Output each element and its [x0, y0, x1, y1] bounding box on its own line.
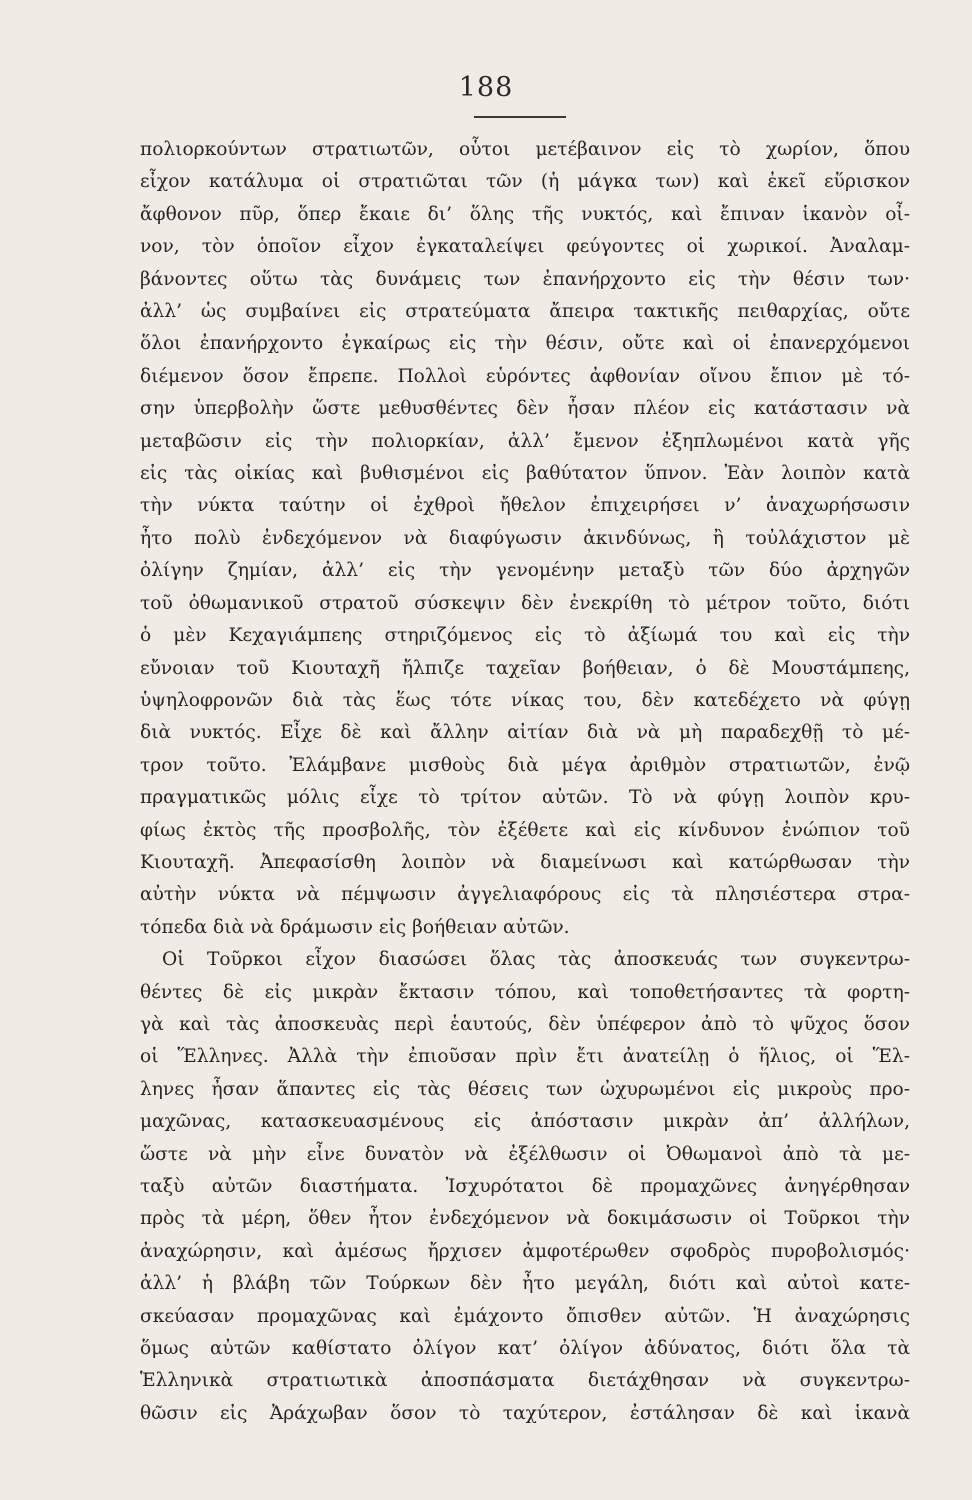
text-line: ὑψηλοφρονῶν διὰ τὰς ἕως τότε νίκας του, δὲν κατεδέχετο νὰ φύγῃ — [140, 689, 910, 711]
text-line: τρον τοῦτο. Ἐλάμβανε μισθοὺς διὰ μέγα ἀριθμὸν στρατιωτῶν, ἐνῷ — [140, 754, 910, 776]
text-line: εἶχον κατάλυμα οἱ στρατιῶται τῶν (ἡ μάγκα των) καὶ ἐκεῖ εὕρισκον — [140, 171, 910, 193]
text-line: ὥστε νὰ μὴν εἶνε δυνατὸν νὰ ἐξέλθωσιν οἱ Ὀθωμανοὶ ἀπὸ τὰ με- — [140, 1143, 910, 1165]
paragraph-2 — [140, 944, 910, 1430]
text-line: πολιορκούντων στρατιωτῶν, οὗτοι μετέβαινον εἰς τὸ χωρίον, ὅπου — [140, 139, 910, 160]
text-line: μαχῶνας, κατασκευασμένους εἰς ἀπόστασιν μικρὰν ἀπ’ ἀλλήλων, — [140, 1111, 910, 1133]
page-number: 188 — [458, 72, 514, 103]
text-line: ὅλοι ἐπανήρχοντο ἐγκαίρως εἰς τὴν θέσιν, οὔτε καὶ οἱ ἐπανερχόμενοι — [140, 333, 910, 355]
text-line: ὁ μὲν Κεχαγιάμπεης στηριζόμενος εἰς τὸ ἀξίωμά του καὶ εἰς τὴν — [140, 625, 910, 647]
text-line: μεταβῶσιν εἰς τὴν πολιορκίαν, ἀλλ’ ἔμενον ἐξηπλωμένοι κατὰ γῆς — [140, 430, 910, 452]
text-line: σκεύασαν προμαχῶνας καὶ ἐμάχοντο ὄπισθεν αὐτῶν. Ἡ ἀναχώρησις — [140, 1305, 910, 1327]
text-line: Ἑλληνικὰ στρατιωτικὰ ἀποσπάσματα διετάχθησαν νὰ συγκεντρω- — [140, 1370, 910, 1392]
page-number-rule — [474, 116, 566, 118]
text-line: ἀλλ’ ἡ βλάβη τῶν Τούρκων δὲν ἦτο μεγάλη, διότι καὶ αὐτοὶ κατε- — [140, 1273, 910, 1295]
text-line: εὔνοιαν τοῦ Κιουταχῆ ἤλπιζε ταχεῖαν βοήθειαν, ὁ δὲ Μουστάμπεης, — [140, 657, 910, 679]
text-line: διέμενον ὅσον ἔπρεπε. Πολλοὶ εὑρόντες ἀφθονίαν οἴνου ἔπιον μὲ τό- — [140, 365, 910, 387]
text-line: τοῦ ὀθωμανικοῦ στρατοῦ σύσκεψιν δὲν ἐνεκρίθη τὸ μέτρον τοῦτο, διότι — [140, 592, 910, 614]
text-line: νον, τὸν ὁποῖον εἶχον ἐγκαταλείψει φεύγοντες οἱ χωρικοί. Ἀναλαμ- — [140, 236, 910, 258]
text-line: ἀναχώρησιν, καὶ ἀμέσως ἤρχισεν ἀμφοτέρωθεν σφοδρὸς πυροβολισμός· — [140, 1240, 910, 1262]
text-line: φίως ἐκτὸς τῆς προσβολῆς, τὸν ἐξέθετε καὶ εἰς κίνδυνον ἐνώπιον τοῦ — [140, 819, 910, 841]
text-line: ἦτο πολὺ ἐνδεχόμενον νὰ διαφύγωσιν ἀκινδύνως, ἢ τοὐλάχιστον μὲ — [140, 527, 910, 549]
text-line: τόπεδα διὰ νὰ δράμωσιν εἰς βοήθειαν αὐτῶν. — [140, 916, 570, 938]
text-line: πρὸς τὰ μέρη, ὅθεν ἦτον ἐνδεχόμενον νὰ δοκιμάσωσιν οἱ Τοῦρκοι τὴν — [140, 1208, 910, 1230]
text-line: αὐτὴν νύκτα νὰ πέμψωσιν ἀγγελιαφόρους εἰς τὰ πλησιέστερα στρα- — [140, 884, 910, 906]
paragraph-1 — [140, 134, 910, 944]
text-line: Κιουταχῆ. Ἀπεφασίσθη λοιπὸν νὰ διαμείνωσι καὶ κατώρθωσαν τὴν — [140, 851, 910, 873]
text-line: πραγματικῶς μόλις εἶχε τὸ τρίτον αὐτῶν. Τὸ νὰ φύγῃ λοιπὸν κρυ- — [140, 787, 910, 809]
text-line: ληνες ἦσαν ἅπαντες εἰς τὰς θέσεις των ὠχυρωμένοι εἰς μικροὺς προ- — [140, 1078, 910, 1100]
text-line: οἱ Ἕλληνες. Ἀλλὰ τὴν ἐπιοῦσαν πρὶν ἔτι ἀνατείλῃ ὁ ἥλιος, οἱ Ἕλ- — [140, 1046, 910, 1068]
body-text — [140, 134, 910, 1430]
text-line: Οἱ Τοῦρκοι εἶχον διασώσει ὅλας τὰς ἀποσκευάς των συγκεντρω- — [162, 949, 910, 971]
text-line: τὴν νύκτα ταύτην οἱ ἐχθροὶ ἤθελον ἐπιχειρήσει ν’ ἀναχωρήσωσιν — [140, 495, 910, 517]
text-line: ταξὺ αὐτῶν διαστήματα. Ἰσχυρότατοι δὲ προμαχῶνες ἀνηγέρθησαν — [140, 1176, 910, 1197]
text-line: γὰ καὶ τὰς ἀποσκευὰς περὶ ἑαυτούς, δὲν ὑπέφερον ἀπὸ τὸ ψῦχος ὅσον — [140, 1013, 910, 1035]
text-line: ὅμως αὐτῶν καθίστατο ὀλίγον κατ’ ὀλίγον ἀδύνατος, διότι ὅλα τὰ — [140, 1338, 910, 1360]
text-line: ἀλλ’ ὡς συμβαίνει εἰς στρατεύματα ἄπειρα τακτικῆς πειθαρχίας, οὔτε — [140, 301, 910, 323]
text-line: βάνοντες οὕτω τὰς δυνάμεις των ἐπανήρχοντο εἰς τὴν θέσιν των· — [140, 268, 910, 290]
text-line: ὀλίγην ζημίαν, ἀλλ’ εἰς τὴν γενομένην μεταξὺ τῶν δύο ἀρχηγῶν — [140, 560, 910, 582]
text-line: εἰς τὰς οἰκίας καὶ βυθισμένοι εἰς βαθύτατον ὕπνον. Ἐὰν λοιπὸν κατὰ — [140, 463, 910, 485]
text-line: θῶσιν εἰς Ἀράχωβαν ὅσον τὸ ταχύτερον, ἐστάλησαν δὲ καὶ ἱκανὰ — [140, 1402, 910, 1424]
text-line: σην ὑπερβολὴν ὥστε μεθυσθέντες δὲν ἦσαν πλέον εἰς κατάστασιν νὰ — [140, 398, 910, 420]
text-line: ἄφθονον πῦρ, ὅπερ ἔκαιε δι’ ὅλης τῆς νυκτός, καὶ ἔπιναν ἱκανὸν οἶ- — [140, 203, 910, 225]
text-line: θέντες δὲ εἰς μικρὰν ἔκτασιν τόπου, καὶ τοποθετήσαντες τὰ φορτη- — [140, 981, 910, 1003]
text-line: διὰ νυκτός. Εἶχε δὲ καὶ ἄλλην αἰτίαν διὰ νὰ μὴ παραδεχθῇ τὸ μέ- — [140, 722, 910, 744]
